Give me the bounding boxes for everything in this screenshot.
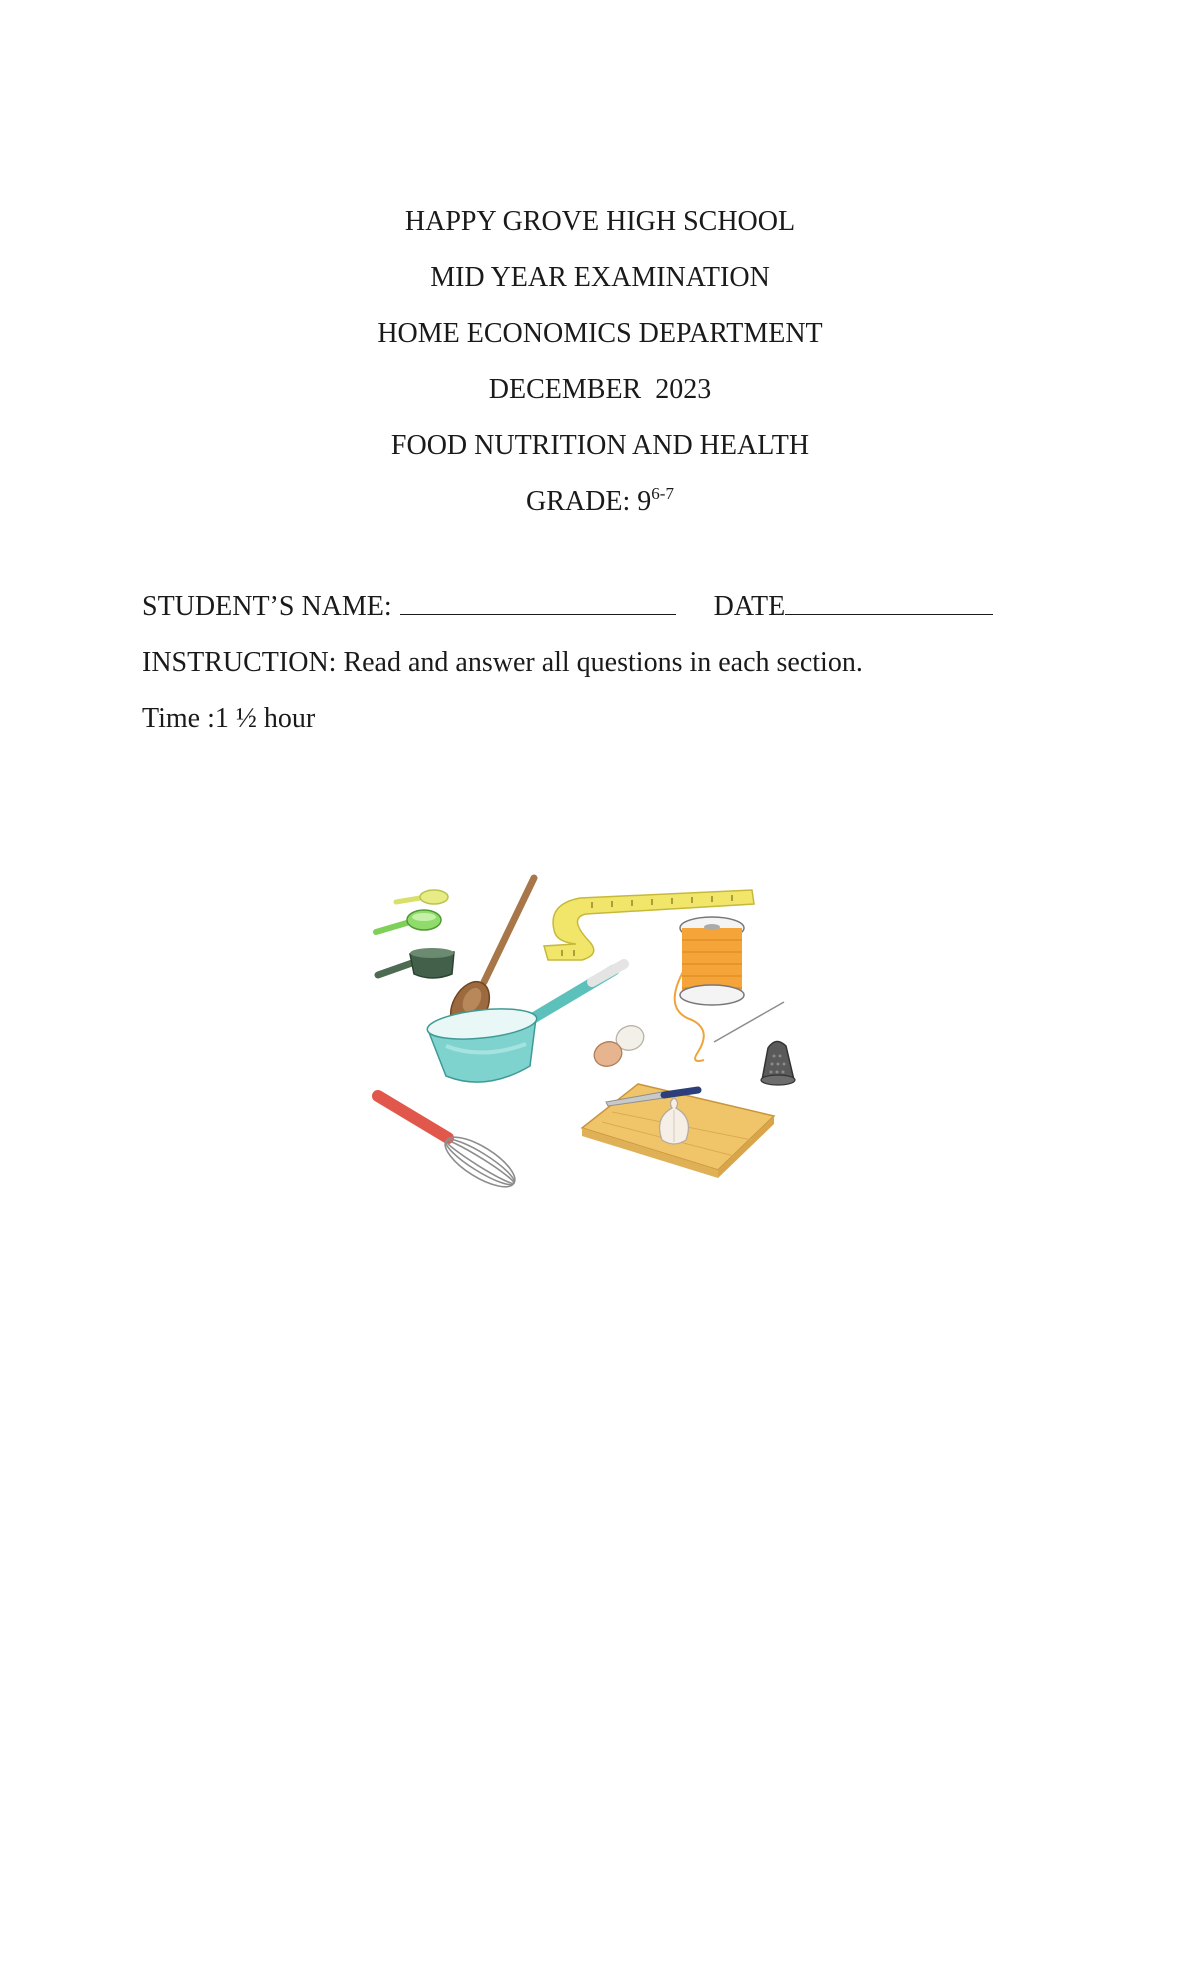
saucepan-icon bbox=[426, 964, 624, 1082]
date-field[interactable] bbox=[785, 592, 993, 615]
student-name-label: STUDENT’S NAME: bbox=[142, 591, 392, 622]
needle-icon bbox=[714, 1002, 784, 1042]
student-name-field[interactable] bbox=[400, 592, 676, 615]
grade-label: GRADE: 9 bbox=[526, 486, 652, 517]
department-name: HOME ECONOMICS DEPARTMENT bbox=[377, 318, 823, 349]
instruction-text: INSTRUCTION: Read and answer all questions in each section. bbox=[142, 647, 863, 678]
time-allowed: Time :1 ½ hour bbox=[142, 703, 316, 734]
grade-superscript: 6-7 bbox=[651, 484, 674, 503]
exam-date: DECEMBER 2023 bbox=[488, 374, 712, 405]
school-name: HAPPY GROVE HIGH SCHOOL bbox=[404, 206, 796, 237]
measuring-spoons-icon bbox=[376, 890, 454, 978]
date-label: DATE bbox=[713, 591, 786, 622]
grade-line bbox=[0, 474, 1200, 530]
kitchen-sewing-illustration bbox=[362, 870, 822, 1210]
name-date-row bbox=[142, 579, 1102, 635]
thread-spool-icon bbox=[675, 917, 744, 1061]
thimble-icon bbox=[761, 1041, 795, 1085]
exam-header bbox=[0, 194, 1200, 530]
exam-title: MID YEAR EXAMINATION bbox=[430, 262, 770, 293]
eggs-icon bbox=[591, 1022, 648, 1070]
subject-name: FOOD NUTRITION AND HEALTH bbox=[390, 430, 810, 461]
whisk-icon bbox=[378, 1096, 522, 1196]
student-info bbox=[142, 579, 1102, 747]
